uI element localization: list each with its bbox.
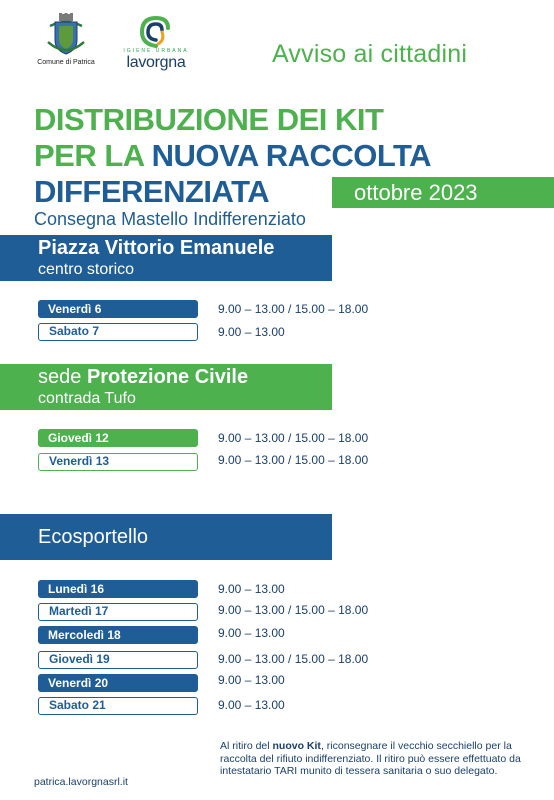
section-location-name: Protezione Civile xyxy=(86,366,249,388)
day-pill: Sabato 7 xyxy=(38,323,198,341)
section-protezione-header xyxy=(0,364,332,410)
brand-name: lavorgna xyxy=(126,54,186,71)
brand-tagline: IGIENE URBANA xyxy=(123,48,189,54)
day-pill: Lunedì 16 xyxy=(38,580,198,598)
day-pill: Martedì 17 xyxy=(38,603,198,621)
day-pill: Venerdì 6 xyxy=(38,300,198,318)
section-location: Ecosportello xyxy=(38,526,149,548)
note-bold: nuovo Kit xyxy=(272,740,321,752)
title-line-2 xyxy=(34,139,431,173)
comune-coat-of-arms-logo xyxy=(37,12,95,72)
notice-heading: Avviso ai cittadini xyxy=(272,40,468,68)
section-piazza-header xyxy=(0,235,332,281)
section-location xyxy=(38,235,332,260)
coat-of-arms-icon xyxy=(40,12,92,58)
subtitle: Consegna Mastello Indifferenziato xyxy=(34,209,306,229)
comune-label: Comune di Patrica xyxy=(37,59,95,66)
day-hours: 9.00 – 13.00 / 15.00 – 18.00 xyxy=(218,603,369,617)
day-pill: Venerdì 20 xyxy=(38,674,198,692)
day-hours: 9.00 – 13.00 / 15.00 – 18.00 xyxy=(218,453,369,467)
section-location-name: Piazza Vittorio Emanuele xyxy=(38,237,275,259)
section-sublocation: contrada Tufo xyxy=(38,390,136,407)
website-link[interactable]: patrica.lavorgnasrl.it xyxy=(34,776,128,788)
title-line-1: DISTRIBUZIONE DEI KIT xyxy=(34,102,384,137)
day-pill: Mercoledì 18 xyxy=(38,626,198,644)
day-hours: 9.00 – 13.00 / 15.00 – 18.00 xyxy=(218,431,369,445)
day-pill: Venerdì 13 xyxy=(38,453,198,471)
day-pill: Sabato 21 xyxy=(38,697,198,715)
section-ecosportello-header xyxy=(0,514,332,560)
day-pill: Giovedì 19 xyxy=(38,651,198,669)
day-hours: 9.00 – 13.00 xyxy=(218,582,285,596)
day-hours: 9.00 – 13.00 / 15.00 – 18.00 xyxy=(218,652,369,666)
day-pill: Giovedì 12 xyxy=(38,429,198,447)
pickup-note: Al ritiro del nuovo Kit, riconsegnare il vecchio secchiello per la raccolta del rifiuto indifferenziato. Il ritiro può essere effettuato da intestatario TARI munito di tessera sanitaria o suo delegato. xyxy=(220,740,521,777)
lavorgna-swirl-icon xyxy=(118,14,194,48)
day-hours: 9.00 – 13.00 / 15.00 – 18.00 xyxy=(218,302,369,316)
title-line-2-highlight: NUOVA RACCOLTA xyxy=(151,138,432,173)
lavorgna-logo xyxy=(118,14,194,72)
day-hours: 9.00 – 13.00 xyxy=(218,325,285,339)
section-location-prefix: sede xyxy=(38,366,87,388)
title-line-3: DIFFERENZIATA xyxy=(34,174,270,209)
title-line-2-prefix: PER LA xyxy=(34,138,152,173)
date-banner: ottobre 2023 xyxy=(332,177,554,208)
section-location xyxy=(38,364,332,389)
note-rest: , riconsegnare il vecchio secchiello per la raccolta del rifiuto indifferenziato. Il ritiro può essere effettuato da intestatario TARI munito di tessera sanitaria o suo delegato. xyxy=(220,740,521,777)
day-hours: 9.00 – 13.00 xyxy=(218,698,285,712)
section-sublocation: centro storico xyxy=(38,261,135,278)
day-hours: 9.00 – 13.00 xyxy=(218,626,285,640)
day-hours: 9.00 – 13.00 xyxy=(218,673,285,687)
